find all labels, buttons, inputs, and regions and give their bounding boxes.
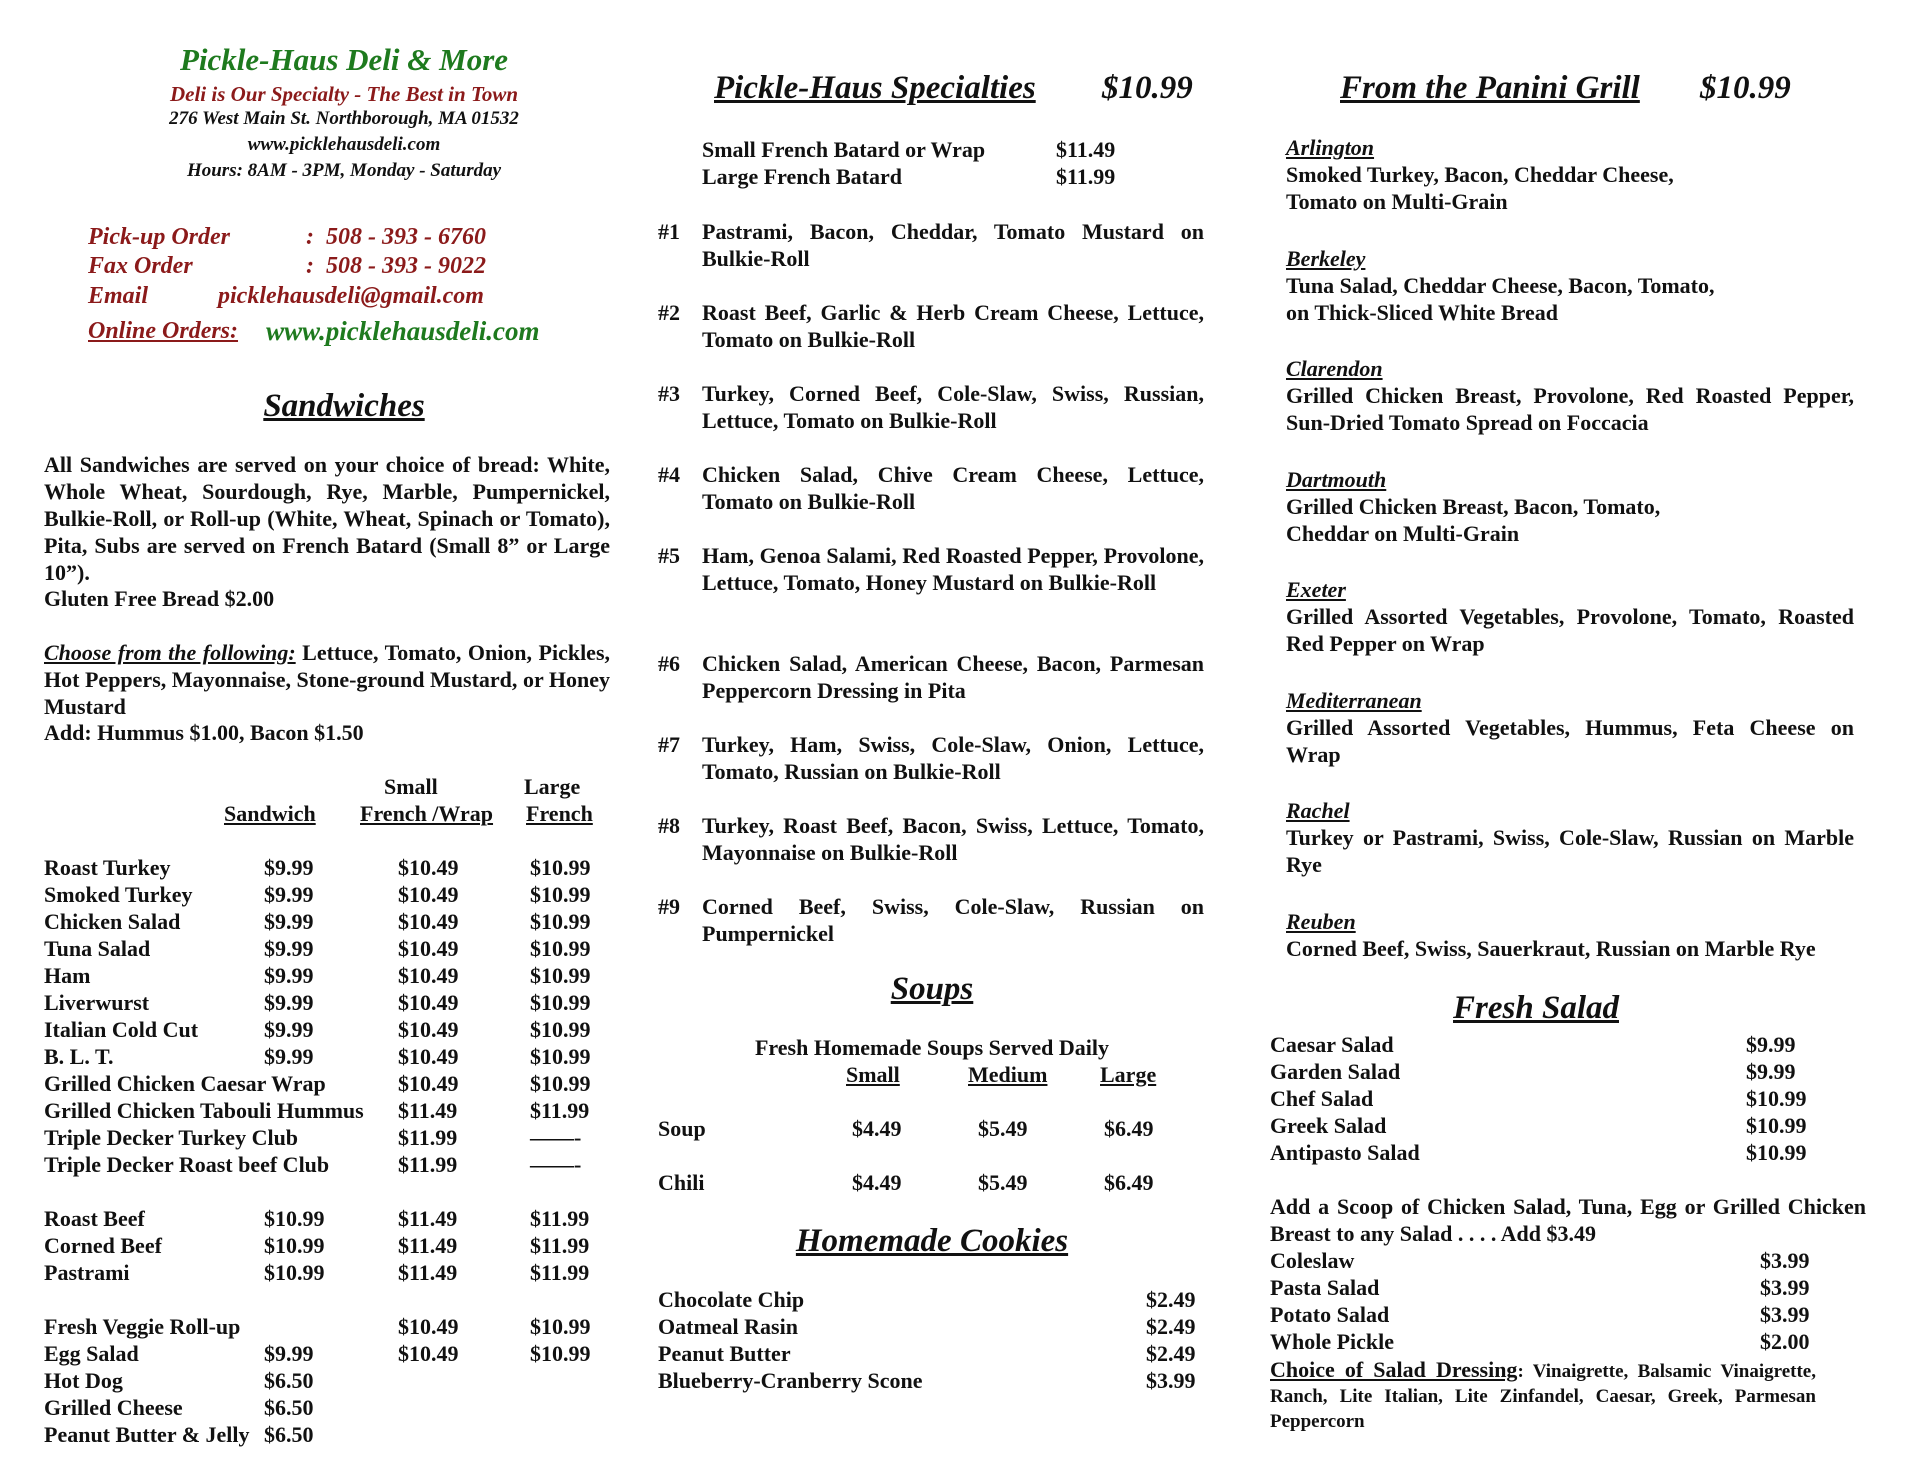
specialty-number: #2 <box>658 300 680 325</box>
panini-name: Rachel <box>1286 798 1350 823</box>
specialties-price: $10.99 <box>1102 70 1193 106</box>
address: 276 West Main St. Northborough, MA 01532 <box>169 108 519 129</box>
cookie-name: Blueberry-Cranberry Scone <box>658 1368 923 1393</box>
cookie-price: $2.49 <box>1146 1287 1196 1312</box>
large-french-price: $11.99 <box>530 1098 590 1123</box>
size-small-price: $11.49 <box>1056 137 1116 162</box>
sandwich-price: $6.50 <box>264 1368 314 1393</box>
cookie-price: $2.49 <box>1146 1341 1196 1366</box>
large-french-price: $10.99 <box>530 936 591 961</box>
sandwich-name: Smoked Turkey <box>44 882 193 907</box>
panini-name: Arlington <box>1286 135 1375 160</box>
small-french-wrap-price: $11.49 <box>398 1260 458 1285</box>
choose-block <box>44 639 610 720</box>
specialty-number: #8 <box>658 813 680 838</box>
large-french-price: $10.99 <box>530 909 591 934</box>
cookie-name: Chocolate Chip <box>658 1287 805 1312</box>
large-french-price: $10.99 <box>530 963 591 988</box>
soups-subtitle: Fresh Homemade Soups Served Daily <box>754 1035 1110 1060</box>
website: www.picklehausdeli.com <box>247 134 441 155</box>
specialty-description: Turkey, Ham, Swiss, Cole-Slaw, Onion, Lettuce, Tomato, Russian on Bulkie-Roll <box>702 732 1204 784</box>
sandwich-price: $9.99 <box>264 855 314 880</box>
large-french-price: ——- <box>530 1125 582 1150</box>
large-french-price: $11.99 <box>530 1206 590 1231</box>
col-large: Large <box>524 774 581 799</box>
large-french-price: $10.99 <box>530 1341 591 1366</box>
restaurant-name: Pickle-Haus Deli & More <box>179 42 509 77</box>
large-french-price: $10.99 <box>530 1017 591 1042</box>
panini-price: $10.99 <box>1700 70 1791 106</box>
sandwich-name: Corned Beef <box>44 1233 162 1258</box>
soup-medium-price: $5.49 <box>978 1116 1028 1141</box>
sandwich-price: $9.99 <box>264 990 314 1015</box>
panini-name: Mediterranean <box>1286 688 1422 713</box>
soup-small-price: $4.49 <box>852 1116 902 1141</box>
sandwich-name: Peanut Butter & Jelly <box>44 1422 250 1447</box>
panini-name: Reuben <box>1286 909 1356 934</box>
panini-name: Exeter <box>1286 577 1346 602</box>
panini-name: Berkeley <box>1286 246 1366 271</box>
specialty-number: #7 <box>658 732 680 757</box>
specialty-description: Corned Beef, Swiss, Cole-Slaw, Russian on Pumpernickel <box>702 894 1204 946</box>
soup-small-price: $4.49 <box>852 1170 902 1195</box>
sandwich-price: $10.99 <box>264 1233 325 1258</box>
large-french-price: $10.99 <box>530 990 591 1015</box>
tagline: Deli is Our Specialty - The Best in Town <box>169 82 519 106</box>
small-french-wrap-price: $11.99 <box>398 1152 458 1177</box>
cookies-title: Homemade Cookies <box>795 1223 1069 1259</box>
large-french-price: $10.99 <box>530 882 591 907</box>
sandwich-price: $9.99 <box>264 1044 314 1069</box>
small-french-wrap-price: $10.49 <box>398 1341 459 1366</box>
panini-description: Turkey or Pastrami, Swiss, Cole-Slaw, Russian on Marble Rye <box>1286 825 1854 877</box>
sandwich-price: $9.99 <box>264 936 314 961</box>
panini-name: Clarendon <box>1286 356 1383 381</box>
large-french-price: $10.99 <box>530 1044 591 1069</box>
salad-name: Greek Salad <box>1270 1113 1387 1138</box>
small-french-wrap-price: $10.49 <box>398 1017 459 1042</box>
panini-description: Tuna Salad, Cheddar Cheese, Bacon, Tomato, on Thick-Sliced White Bread <box>1286 273 1715 325</box>
large-french-price: $11.99 <box>530 1233 590 1258</box>
large-french-price: $11.99 <box>530 1260 590 1285</box>
online-orders-label: Online Orders: <box>88 318 239 344</box>
choose-text: Lettuce, Tomato, Onion, Pickles, Hot Peppers, Mayonnaise, Stone-ground Mustard, or Honey Mustard <box>44 640 611 719</box>
sandwich-price: $10.99 <box>264 1260 325 1285</box>
salad-name: Garden Salad <box>1270 1059 1401 1084</box>
specialty-description: Roast Beef, Garlic & Herb Cream Cheese, Lettuce, Tomato on Bulkie-Roll <box>702 300 1204 352</box>
side-price: $3.99 <box>1760 1302 1810 1327</box>
soup-large-price: $6.49 <box>1104 1170 1154 1195</box>
side-price: $3.99 <box>1760 1248 1810 1273</box>
small-french-wrap-price: $11.99 <box>398 1125 458 1150</box>
soup-col-large: Large <box>1100 1062 1157 1087</box>
size-small-label: Small French Batard or Wrap <box>702 137 986 162</box>
sandwich-name: Tuna Salad <box>44 936 151 961</box>
soup-name: Chili <box>658 1170 705 1195</box>
side-name: Potato Salad <box>1270 1302 1390 1327</box>
specialty-number: #5 <box>658 543 680 568</box>
small-french-wrap-price: $10.49 <box>398 909 459 934</box>
salad-price: $10.99 <box>1746 1113 1807 1138</box>
specialty-description: Pastrami, Bacon, Cheddar, Tomato Mustard on Bulkie-Roll <box>702 219 1204 271</box>
sandwich-price: $10.99 <box>264 1206 325 1231</box>
specialty-number: #1 <box>658 219 680 244</box>
sandwich-price: $9.99 <box>264 882 314 907</box>
dressing-block <box>1270 1357 1816 1434</box>
small-french-wrap-price: $10.49 <box>398 1044 459 1069</box>
salad-name: Caesar Salad <box>1270 1032 1394 1057</box>
side-name: Coleslaw <box>1270 1248 1355 1273</box>
small-french-wrap-price: $11.49 <box>398 1233 458 1258</box>
gluten-free: Gluten Free Bread $2.00 <box>44 586 275 611</box>
sandwich-price: $9.99 <box>264 963 314 988</box>
sandwich-name: Triple Decker Roast beef Club <box>44 1152 330 1177</box>
specialty-description: Turkey, Roast Beef, Bacon, Swiss, Lettuce, Tomato, Mayonnaise on Bulkie-Roll <box>702 813 1204 865</box>
dressing-label: Choice of Salad Dressing <box>1270 1357 1518 1382</box>
side-name: Pasta Salad <box>1270 1275 1380 1300</box>
cookie-price: $3.99 <box>1146 1368 1196 1393</box>
salad-name: Chef Salad <box>1270 1086 1374 1111</box>
hours: Hours: 8AM - 3PM, Monday - Saturday <box>186 160 502 181</box>
soup-col-small: Small <box>846 1062 900 1087</box>
small-french-wrap-price: $10.49 <box>398 963 459 988</box>
soups-title: Soups <box>890 971 974 1007</box>
specialty-description: Chicken Salad, Chive Cream Cheese, Lettuce, Tomato on Bulkie-Roll <box>702 462 1204 514</box>
small-french-wrap-price: $10.49 <box>398 936 459 961</box>
choose-label: Choose from the following: <box>44 640 296 665</box>
soup-col-medium: Medium <box>968 1062 1048 1087</box>
sandwich-name: Roast Beef <box>44 1206 145 1231</box>
fax-label: Fax Order <box>88 253 193 279</box>
col-french-wrap: French /Wrap <box>360 801 494 826</box>
panini-title: From the Panini Grill <box>1340 70 1640 106</box>
soup-large-price: $6.49 <box>1104 1116 1154 1141</box>
sandwich-name: Ham <box>44 963 91 988</box>
sandwich-name: Grilled Cheese <box>44 1395 183 1420</box>
large-french-price: $10.99 <box>530 1071 591 1096</box>
sandwich-name: Pastrami <box>44 1260 130 1285</box>
fax-phone: : 508 - 393 - 9022 <box>306 253 486 279</box>
size-large-price: $11.99 <box>1056 164 1116 189</box>
sandwich-name: Grilled Chicken Tabouli Hummus <box>44 1098 364 1123</box>
sandwich-name: Fresh Veggie Roll-up <box>44 1314 241 1339</box>
panini-description: Grilled Chicken Breast, Bacon, Tomato, Cheddar on Multi-Grain <box>1286 494 1661 546</box>
specialty-number: #6 <box>658 651 680 676</box>
specialty-description: Chicken Salad, American Cheese, Bacon, Parmesan Peppercorn Dressing in Pita <box>702 651 1204 703</box>
panini-description: Grilled Assorted Vegetables, Hummus, Feta Cheese on Wrap <box>1286 715 1854 767</box>
small-french-wrap-price: $11.49 <box>398 1206 458 1231</box>
cookie-name: Peanut Butter <box>658 1341 791 1366</box>
sandwich-name: Egg Salad <box>44 1341 139 1366</box>
small-french-wrap-price: $11.49 <box>398 1098 458 1123</box>
salad-addon: Add a Scoop of Chicken Salad, Tuna, Egg or Grilled Chicken Breast to any Salad . . . . Add $3.49 <box>1270 1194 1866 1246</box>
salad-price: $9.99 <box>1746 1059 1796 1084</box>
col-small: Small <box>384 774 438 799</box>
sandwich-name: Hot Dog <box>44 1368 123 1393</box>
panini-description: Grilled Assorted Vegetables, Provolone, Tomato, Roasted Red Pepper on Wrap <box>1286 604 1854 656</box>
small-french-wrap-price: $10.49 <box>398 1314 459 1339</box>
col-sandwich: Sandwich <box>224 801 316 826</box>
sandwich-price: $9.99 <box>264 909 314 934</box>
size-large-label: Large French Batard <box>702 164 903 189</box>
specialty-number: #3 <box>658 381 680 406</box>
cookie-name: Oatmeal Rasin <box>658 1314 798 1339</box>
salad-name: Antipasto Salad <box>1270 1140 1420 1165</box>
salad-title: Fresh Salad <box>1453 990 1619 1026</box>
specialty-number: #4 <box>658 462 680 487</box>
salad-price: $10.99 <box>1746 1086 1807 1111</box>
soup-name: Soup <box>658 1116 706 1141</box>
cookie-price: $2.49 <box>1146 1314 1196 1339</box>
large-french-price: $10.99 <box>530 1314 591 1339</box>
sandwiches-intro: All Sandwiches are served on your choice of bread: White, Whole Wheat, Sourdough, Rye, Marble, Pumpernickel, Bulkie-Roll, or Roll-up (White, Wheat, Spinach or Tomato), Pita, Subs are served on French Batard (Small 8” or Large 10”). <box>44 452 610 585</box>
panini-description: Grilled Chicken Breast, Provolone, Red Roasted Pepper, Sun-Dried Tomato Spread on Foccacia <box>1286 383 1854 435</box>
panini-description: Corned Beef, Swiss, Sauerkraut, Russian on Marble Rye <box>1286 936 1816 961</box>
sandwich-name: Grilled Chicken Caesar Wrap <box>44 1071 326 1096</box>
sandwich-name: Roast Turkey <box>44 855 171 880</box>
specialty-number: #9 <box>658 894 680 919</box>
panini-description: Smoked Turkey, Bacon, Cheddar Cheese, Tomato on Multi-Grain <box>1286 162 1674 214</box>
sandwich-name: Triple Decker Turkey Club <box>44 1125 299 1150</box>
salad-price: $10.99 <box>1746 1140 1807 1165</box>
large-french-price: $10.99 <box>530 855 591 880</box>
sandwich-price: $9.99 <box>264 1017 314 1042</box>
sandwich-price: $9.99 <box>264 1341 314 1366</box>
sandwiches-title: Sandwiches <box>263 388 425 424</box>
sandwich-name: Liverwurst <box>44 990 150 1015</box>
sandwich-price: $6.50 <box>264 1395 314 1420</box>
side-price: $3.99 <box>1760 1275 1810 1300</box>
email-label: Email <box>88 283 149 309</box>
specialty-description: Turkey, Corned Beef, Cole-Slaw, Swiss, Russian, Lettuce, Tomato on Bulkie-Roll <box>702 381 1204 433</box>
small-french-wrap-price: $10.49 <box>398 855 459 880</box>
sandwich-name: Italian Cold Cut <box>44 1017 199 1042</box>
dressing-text: : Vinaigrette, Balsamic Vinaigrette, Ranch, Lite Italian, Lite Zinfandel, Caesar, Greek, Parmesan Peppercorn <box>1270 1361 1816 1432</box>
side-name: Whole Pickle <box>1270 1329 1395 1354</box>
sandwich-name: Chicken Salad <box>44 909 181 934</box>
side-price: $2.00 <box>1760 1329 1810 1354</box>
specialties-title: Pickle-Haus Specialties <box>714 70 1036 106</box>
pickup-phone: : 508 - 393 - 6760 <box>306 224 486 250</box>
large-french-price: ——- <box>530 1152 582 1177</box>
col-french: French <box>526 801 593 826</box>
pickup-label: Pick-up Order <box>88 224 230 250</box>
email-link[interactable]: picklehausdeli@gmail.com <box>218 283 484 309</box>
sandwich-name: B. L. T. <box>44 1044 114 1069</box>
sandwich-price: $6.50 <box>264 1422 314 1447</box>
online-orders-link[interactable]: www.picklehausdeli.com <box>266 316 540 346</box>
specialty-description: Ham, Genoa Salami, Red Roasted Pepper, Provolone, Lettuce, Tomato, Honey Mustard on Bulkie-Roll <box>702 543 1204 595</box>
salad-price: $9.99 <box>1746 1032 1796 1057</box>
small-french-wrap-price: $10.49 <box>398 882 459 907</box>
small-french-wrap-price: $10.49 <box>398 1071 459 1096</box>
soup-medium-price: $5.49 <box>978 1170 1028 1195</box>
add-ons: Add: Hummus $1.00, Bacon $1.50 <box>44 720 364 745</box>
small-french-wrap-price: $10.49 <box>398 990 459 1015</box>
panini-name: Dartmouth <box>1286 467 1387 492</box>
